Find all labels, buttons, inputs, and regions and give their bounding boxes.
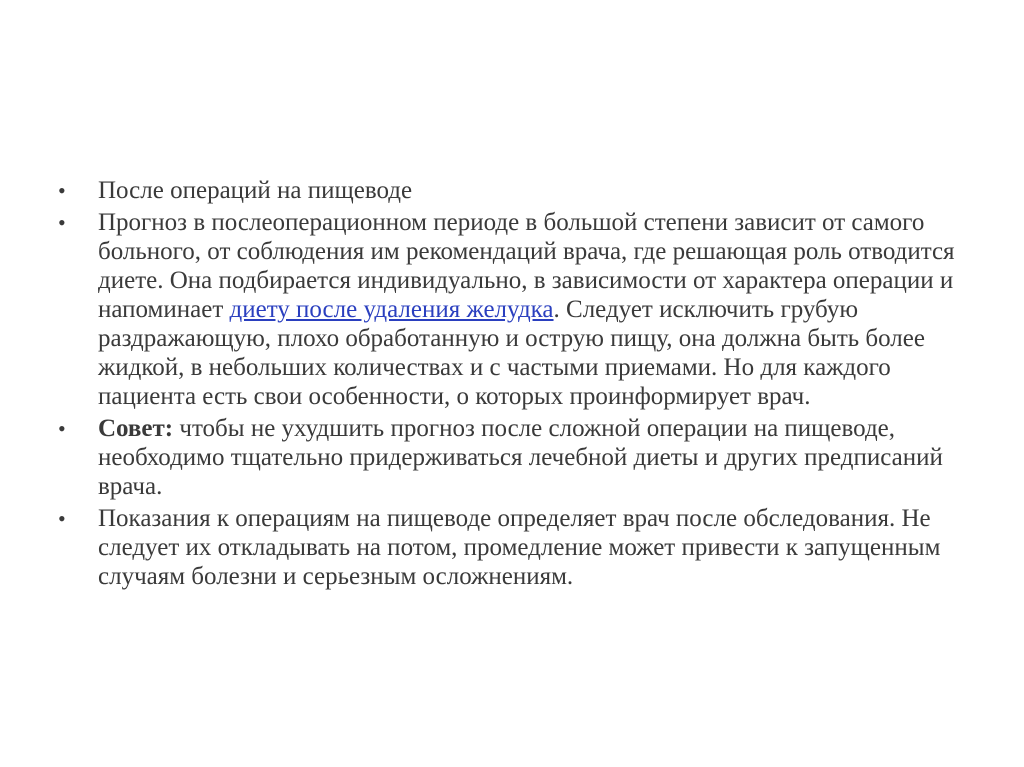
diet-link[interactable]: диету после удаления желудка: [229, 296, 554, 323]
bullet-text-before-link: Прогноз в послеоперационном периоде в большой степени зависит от самого больного, от соблюдения им рекомендаций врача, где решающая роль отводится диете. Она подбирается индивидуально, в зависимости от характера операции и напоминает: [98, 209, 955, 323]
bullet-item-heading: [56, 176, 956, 205]
bullet-icon: •: [58, 210, 66, 235]
bullet-item-advice: [56, 414, 956, 501]
bullet-text: чтобы не ухудшить прогноз после сложной операции на пищеводе, необходимо тщательно придерживаться лечебной диеты и других предписаний врача.: [98, 415, 943, 500]
bullet-text-after-link: . Следует исключить грубую раздражающую, плохо обработанную и острую пищу, она должна быть более жидкой, в небольших количествах и с частыми приемами. Но для каждого пациента есть свои особенности, о которых проинформирует врач.: [98, 296, 925, 410]
bullet-icon: •: [58, 178, 66, 203]
bullet-icon: •: [58, 506, 66, 531]
bullet-item-prognosis: [56, 208, 956, 411]
advice-label: Совет:: [98, 415, 174, 442]
bullet-text: Показания к операциям на пищеводе определяет врач после обследования. Не следует их откладывать на потом, промедление может привести к запущенным случаям болезни и серьезным осложнениям.: [98, 505, 941, 590]
bullet-text: После операций на пищеводе: [98, 177, 413, 204]
bullet-list: [56, 176, 956, 594]
bullet-icon: •: [58, 416, 66, 441]
bullet-item-indications: [56, 504, 956, 591]
